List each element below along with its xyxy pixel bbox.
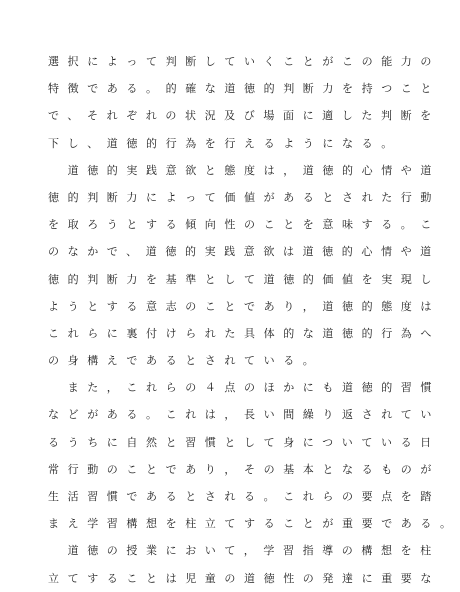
- text-line-11: これらに裏付けられた具体的な道徳的行為へ: [48, 326, 440, 340]
- text-line-12: の身構えであるとされている。: [48, 354, 323, 368]
- text-line-10: ようとする意志のことであり，道徳的態度は: [48, 299, 440, 313]
- text-line-2: 特徴である。的確な道徳的判断力を持つこと: [48, 82, 440, 96]
- text-line-16: 常行動のことであり，その基本となるものが: [48, 462, 440, 476]
- text-line-3: で、それぞれの状況及び場面に適した判断を: [48, 109, 440, 123]
- text-line-1: 選択によって判断していくことがこの能力の: [48, 55, 440, 68]
- text-line-20: 立てすることは児童の道徳性の発達に重要な: [48, 571, 440, 585]
- text-line-8: のなかで、道徳的実践意欲は道徳的心情や道: [48, 245, 440, 259]
- body-text: [48, 48, 460, 592]
- text-line-18: まえ学習構想を柱立てすることが重要である。: [48, 517, 460, 531]
- text-line-19: 道徳の授業において，学習指導の構想を柱: [48, 544, 440, 558]
- text-line-14: などがある。これは，長い間繰り返されてい: [48, 408, 440, 422]
- text-line-9: 徳的判断力を基準として道徳的価値を実現し: [48, 272, 440, 286]
- text-line-13: また，これらの４点のほかにも道徳的習慣: [48, 381, 440, 395]
- text-line-15: るうちに自然と習慣として身についている日: [48, 435, 440, 449]
- text-line-4: 下し、道徳的行為を行えるようになる。: [48, 136, 401, 150]
- text-line-5: 道徳的実践意欲と態度は，道徳的心情や道: [48, 163, 440, 177]
- text-line-7: を取ろうとする傾向性のことを意味する。こ: [48, 218, 440, 232]
- text-line-17: 生活習慣であるとされる。これらの要点を踏: [48, 490, 440, 503]
- text-line-6: 徳的判断力によって価値があるとされた行動: [48, 190, 440, 204]
